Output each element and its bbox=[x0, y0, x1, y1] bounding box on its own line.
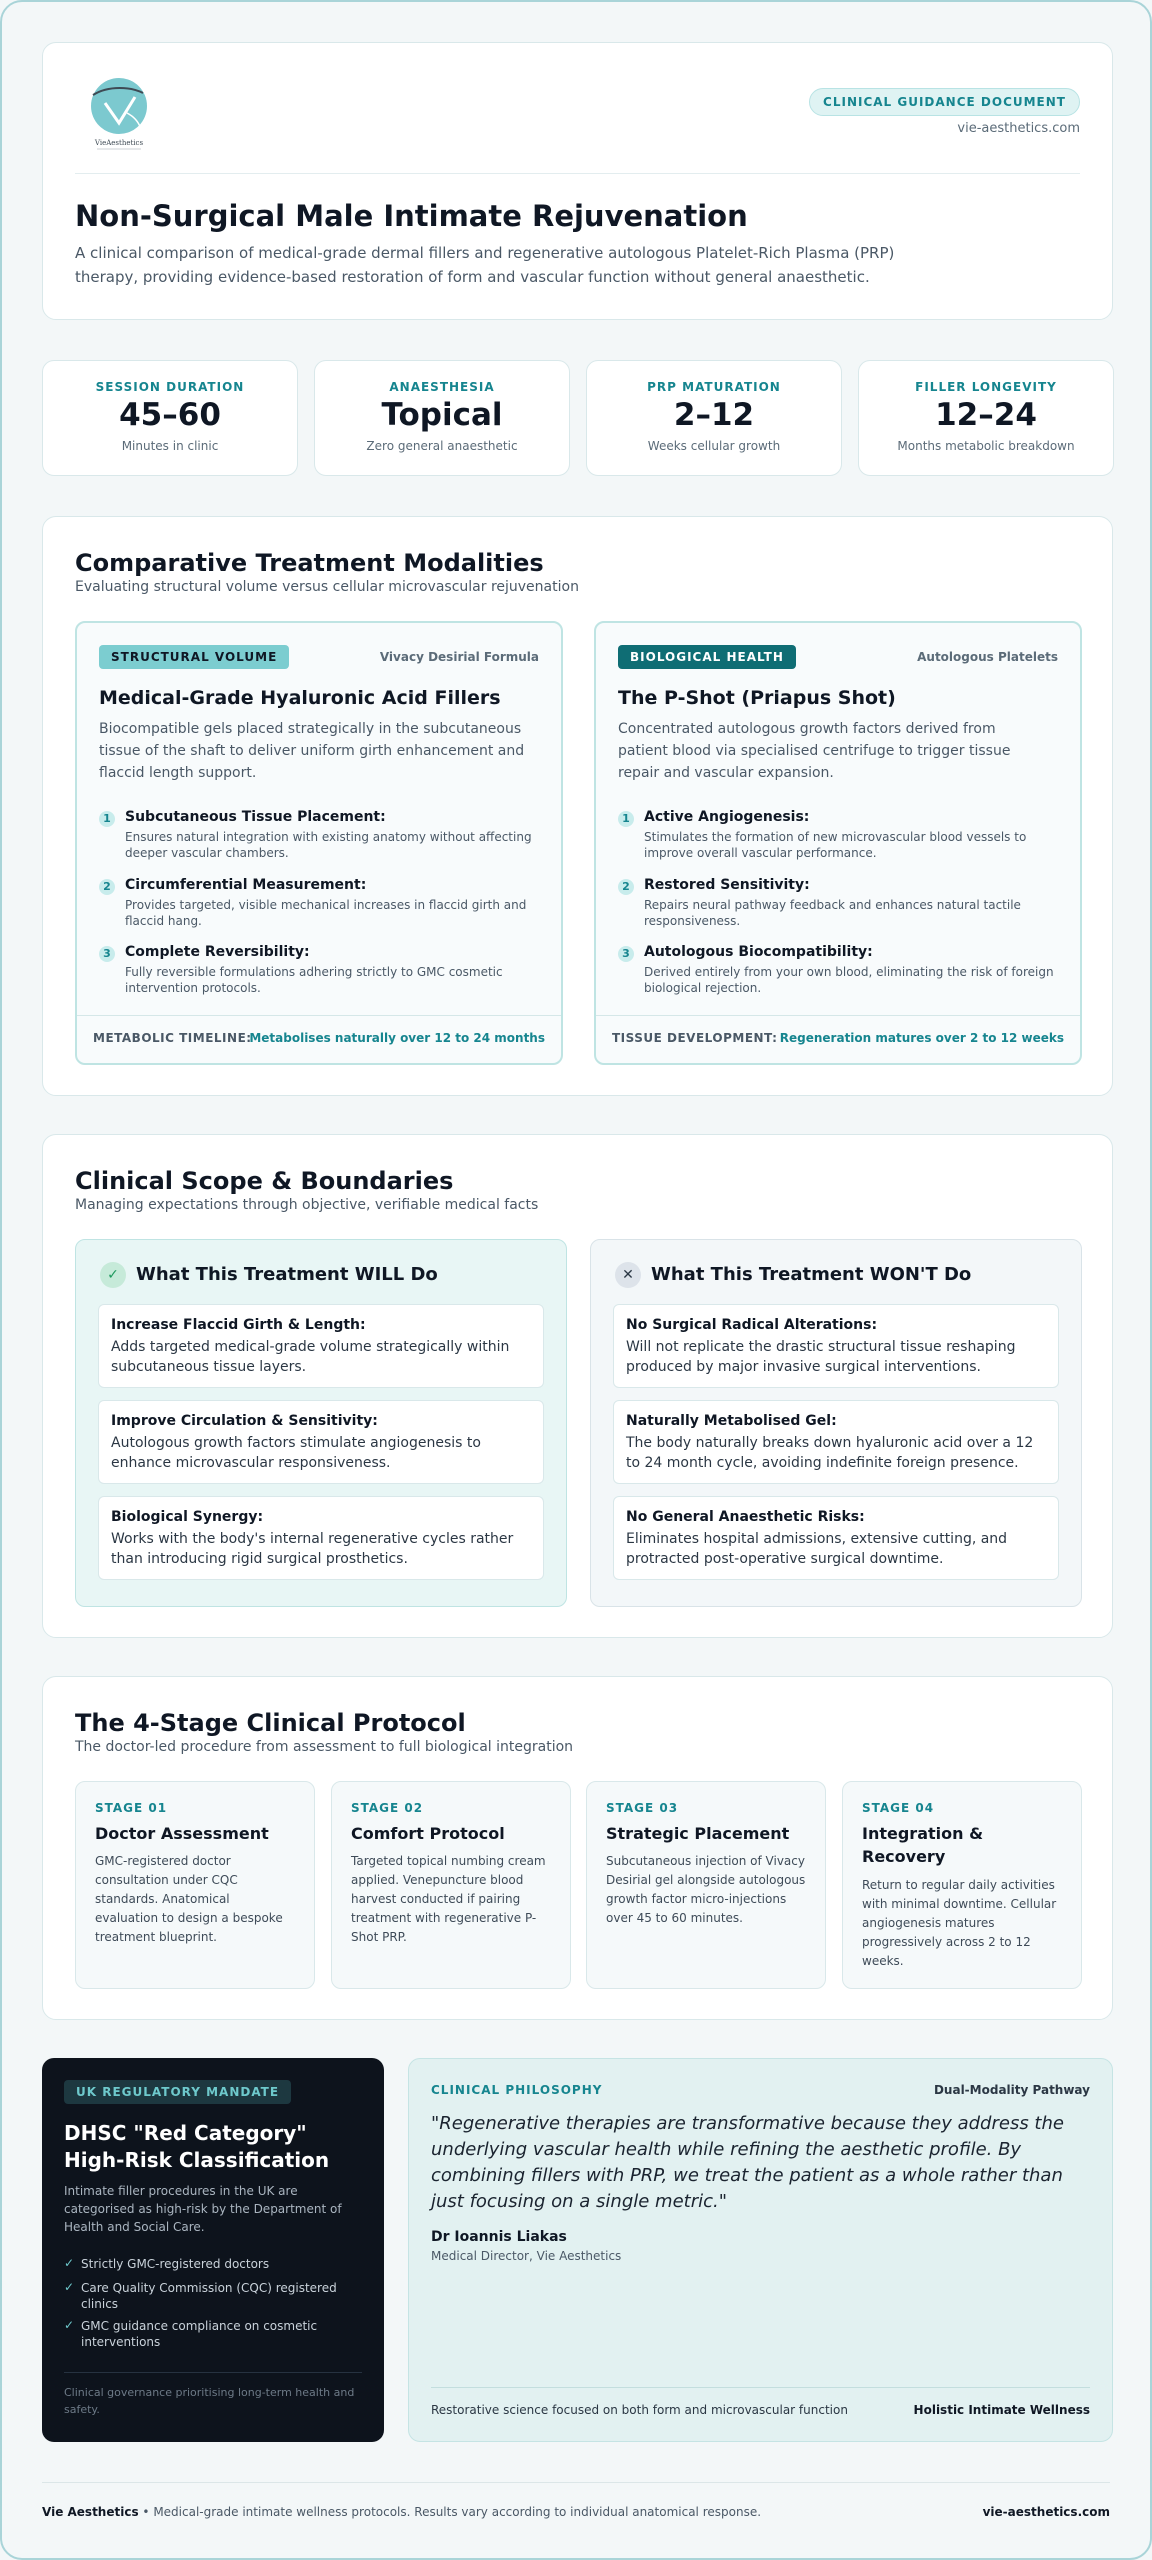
item-title: Complete Reversibility: bbox=[125, 944, 310, 960]
stage-title: Strategic Placement bbox=[606, 1824, 790, 1843]
scope-will-heading: What This Treatment WILL Do bbox=[136, 1264, 438, 1285]
header-divider bbox=[75, 173, 1080, 174]
scope-item-desc: Adds targeted medical-grade volume strategically within subcutaneous tissue layers. bbox=[111, 1339, 510, 1375]
stage-desc: Targeted topical numbing cream applied. Venepuncture blood harvest conducted if pairing treatment with regenerative P-Shot PRP. bbox=[351, 1854, 546, 1944]
stage-card bbox=[75, 1781, 315, 1989]
item-desc: Repairs neural pathway feedback and enhances natural tactile responsiveness. bbox=[644, 898, 1021, 928]
scope-item-title: Biological Synergy: bbox=[111, 1509, 264, 1525]
modality-tag: STRUCTURAL VOLUME bbox=[99, 645, 289, 669]
protocol-section bbox=[42, 1676, 1113, 2020]
stage-title: Comfort Protocol bbox=[351, 1824, 505, 1843]
header-card bbox=[42, 42, 1113, 320]
stage-desc: Return to regular daily activities with minimal downtime. Cellular angiogenesis matures progressively across 2 to 12 weeks. bbox=[862, 1878, 1057, 1968]
modality-footer bbox=[596, 1015, 1080, 1063]
modalities-subtitle: Evaluating structural volume versus cellular microvascular rejuvenation bbox=[75, 579, 579, 595]
philosophy-pathway: Dual-Modality Pathway bbox=[933, 2083, 1090, 2097]
regulatory-item-text: Care Quality Commission (CQC) registered clinics bbox=[81, 2281, 337, 2311]
item-title: Autologous Biocompatibility: bbox=[644, 944, 873, 960]
scope-section bbox=[42, 1134, 1113, 1638]
stage-card bbox=[586, 1781, 826, 1989]
item-desc: Ensures natural integration with existing anatomy without affecting deeper vascular chambers. bbox=[125, 830, 532, 860]
item-number: 2 bbox=[99, 879, 115, 895]
footer-label: TISSUE DEVELOPMENT: bbox=[612, 1031, 778, 1045]
regulatory-item-text: Strictly GMC-registered doctors bbox=[81, 2257, 270, 2271]
check-icon: ✓ bbox=[64, 2318, 75, 2332]
scope-item bbox=[613, 1400, 1059, 1484]
check-icon: ✓ bbox=[100, 1262, 126, 1288]
stat-session-duration bbox=[42, 360, 298, 476]
scope-item-title: Naturally Metabolised Gel: bbox=[626, 1413, 837, 1429]
item-title: Circumferential Measurement: bbox=[125, 877, 367, 893]
stat-value: Topical bbox=[381, 397, 503, 433]
regulatory-title: DHSC "Red Category" High-Risk Classification bbox=[64, 2121, 330, 2172]
stage-desc: GMC-registered doctor consultation under CQC standards. Anatomical evaluation to design a bespoke treatment blueprint. bbox=[95, 1854, 283, 1944]
scope-item-desc: Works with the body's internal regenerative cycles rather than introducing rigid surgical prosthetics. bbox=[111, 1531, 514, 1567]
stat-value: 12–24 bbox=[935, 397, 1037, 433]
footer-value: Regeneration matures over 2 to 12 weeks bbox=[779, 1031, 1064, 1045]
protocol-title: The 4-Stage Clinical Protocol bbox=[75, 1709, 466, 1737]
scope-item-desc: Eliminates hospital admissions, extensive cutting, and protracted post-operative surgical downtime. bbox=[626, 1531, 1008, 1567]
philosophy-panel bbox=[408, 2058, 1113, 2442]
item-desc: Fully reversible formulations adhering strictly to GMC cosmetic intervention protocols. bbox=[125, 965, 503, 995]
logo-icon bbox=[79, 73, 159, 153]
stat-value: 45–60 bbox=[119, 397, 221, 433]
modality-brand: Vivacy Desirial Formula bbox=[379, 650, 539, 664]
stat-label: PRP MATURATION bbox=[647, 380, 781, 394]
scope-will-column bbox=[75, 1239, 567, 1607]
stage-card bbox=[331, 1781, 571, 1989]
check-icon: ✓ bbox=[64, 2280, 75, 2294]
stage-title: Integration & Recovery bbox=[862, 1824, 984, 1866]
modality-title: Medical-Grade Hyaluronic Acid Fillers bbox=[99, 687, 501, 709]
stat-label: SESSION DURATION bbox=[95, 380, 245, 394]
item-desc: Provides targeted, visible mechanical increases in flaccid girth and flaccid hang. bbox=[125, 898, 527, 928]
scope-item-title: No General Anaesthetic Risks: bbox=[626, 1509, 865, 1525]
philosophy-footer-left: Restorative science focused on both form and microvascular function bbox=[431, 2403, 848, 2417]
stat-sub: Months metabolic breakdown bbox=[897, 439, 1075, 453]
philosophy-divider bbox=[431, 2387, 1090, 2388]
scope-item-title: Increase Flaccid Girth & Length: bbox=[111, 1317, 366, 1333]
stage-number: STAGE 03 bbox=[606, 1801, 679, 1815]
item-number: 3 bbox=[99, 946, 115, 962]
footer-text: • Medical-grade intimate wellness protocols. Results vary according to individual anatomical response. bbox=[138, 2505, 762, 2519]
philosophy-quote: "Regenerative therapies are transformative because they address the underlying vascular health while refining the aesthetic profile. By combining fillers with PRP, we treat the patient as a whole rather than just focusing on a single metric." bbox=[431, 2113, 1064, 2212]
item-number: 1 bbox=[99, 811, 115, 827]
stage-title: Doctor Assessment bbox=[95, 1824, 269, 1843]
scope-wont-heading: What This Treatment WON'T Do bbox=[651, 1264, 972, 1285]
check-icon: ✓ bbox=[64, 2256, 75, 2270]
item-number: 3 bbox=[618, 946, 634, 962]
stage-number: STAGE 01 bbox=[95, 1801, 168, 1815]
regulatory-item-text: GMC guidance compliance on cosmetic interventions bbox=[81, 2319, 318, 2349]
modality-title: The P-Shot (Priapus Shot) bbox=[618, 687, 896, 709]
scope-wont-column bbox=[590, 1239, 1082, 1607]
scope-item-desc: Autologous growth factors stimulate angiogenesis to enhance microvascular responsiveness. bbox=[111, 1435, 481, 1471]
stat-anaesthesia bbox=[314, 360, 570, 476]
stat-sub: Zero general anaesthetic bbox=[366, 439, 518, 453]
modality-card-fillers bbox=[75, 621, 563, 1065]
scope-item-title: Improve Circulation & Sensitivity: bbox=[111, 1413, 378, 1429]
header-website[interactable]: vie-aesthetics.com bbox=[957, 121, 1080, 136]
protocol-subtitle: The doctor-led procedure from assessment to full biological integration bbox=[75, 1739, 574, 1755]
modality-card-pshot bbox=[594, 621, 1082, 1065]
philosophy-tag: CLINICAL PHILOSOPHY bbox=[431, 2083, 603, 2097]
item-desc: Derived entirely from your own blood, eliminating the risk of foreign biological rejection. bbox=[644, 965, 1054, 995]
stage-number: STAGE 04 bbox=[862, 1801, 935, 1815]
stat-prp-maturation bbox=[586, 360, 842, 476]
scope-item-desc: The body naturally breaks down hyaluronic acid over a 12 to 24 month cycle, avoiding indefinite foreign presence. bbox=[626, 1435, 1034, 1471]
regulatory-tag: UK REGULATORY MANDATE bbox=[64, 2080, 291, 2104]
footer-label: METABOLIC TIMELINE: bbox=[93, 1031, 252, 1045]
modalities-title: Comparative Treatment Modalities bbox=[75, 549, 544, 577]
stage-number: STAGE 02 bbox=[351, 1801, 424, 1815]
page-lead: A clinical comparison of medical-grade dermal fillers and regenerative autologous Platelet-Rich Plasma (PRP) therapy, providing evidence-based restoration of form and vascular function without general anaesthetic. bbox=[75, 244, 895, 286]
item-title: Restored Sensitivity: bbox=[644, 877, 810, 893]
modality-desc: Biocompatible gels placed strategically in the subcutaneous tissue of the shaft to deliver uniform girth enhancement and flaccid length support. bbox=[99, 721, 525, 781]
modalities-section bbox=[42, 516, 1113, 1096]
modality-desc: Concentrated autologous growth factors derived from patient blood via specialised centrifuge to trigger tissue repair and vascular expansion. bbox=[618, 721, 1011, 781]
stage-card bbox=[842, 1781, 1082, 1989]
modality-tag: BIOLOGICAL HEALTH bbox=[618, 645, 796, 669]
quote-author-name: Dr Ioannis Liakas bbox=[431, 2229, 567, 2245]
item-number: 1 bbox=[618, 811, 634, 827]
regulatory-panel bbox=[42, 2058, 384, 2442]
footer-brand: Vie Aesthetics bbox=[42, 2505, 139, 2519]
scope-title: Clinical Scope & Boundaries bbox=[75, 1167, 454, 1195]
scope-subtitle: Managing expectations through objective, verifiable medical facts bbox=[75, 1197, 539, 1213]
item-number: 2 bbox=[618, 879, 634, 895]
stat-label: ANAESTHESIA bbox=[389, 380, 495, 394]
scope-item bbox=[613, 1496, 1059, 1580]
regulatory-desc: Intimate filler procedures in the UK are categorised as high-risk by the Department of Health and Social Care. bbox=[64, 2184, 342, 2234]
footer-value: Metabolises naturally over 12 to 24 months bbox=[249, 1031, 545, 1045]
stage-desc: Subcutaneous injection of Vivacy Desirial gel alongside autologous growth factor micro-injections over 45 to 60 minutes. bbox=[606, 1854, 806, 1925]
scope-item bbox=[98, 1400, 544, 1484]
cross-icon: ✕ bbox=[615, 1262, 641, 1288]
regulatory-divider bbox=[64, 2372, 362, 2373]
stat-value: 2–12 bbox=[673, 397, 755, 433]
scope-item-title: No Surgical Radical Alterations: bbox=[626, 1317, 878, 1333]
quote-author-role: Medical Director, Vie Aesthetics bbox=[431, 2249, 622, 2263]
document-type-badge: CLINICAL GUIDANCE DOCUMENT bbox=[809, 88, 1080, 116]
scope-item bbox=[613, 1304, 1059, 1388]
scope-item bbox=[98, 1496, 544, 1580]
scope-item bbox=[98, 1304, 544, 1388]
item-title: Active Angiogenesis: bbox=[644, 809, 810, 825]
page-title: Non-Surgical Male Intimate Rejuvenation bbox=[75, 199, 748, 233]
stat-sub: Weeks cellular growth bbox=[647, 439, 781, 453]
footer-disclaimer bbox=[42, 2505, 761, 2519]
footer-website[interactable]: vie-aesthetics.com bbox=[982, 2505, 1110, 2519]
item-desc: Stimulates the formation of new microvascular blood vessels to improve overall vascular performance. bbox=[644, 830, 1027, 860]
regulatory-footnote: Clinical governance prioritising long-term health and safety. bbox=[64, 2386, 355, 2416]
modality-brand: Autologous Platelets bbox=[917, 650, 1058, 664]
stat-filler-longevity bbox=[858, 360, 1114, 476]
modality-footer bbox=[77, 1015, 561, 1063]
item-title: Subcutaneous Tissue Placement: bbox=[125, 809, 386, 825]
stat-sub: Minutes in clinic bbox=[121, 439, 219, 453]
scope-item-desc: Will not replicate the drastic structural tissue reshaping produced by major invasive surgical interventions. bbox=[626, 1339, 1016, 1375]
logo-text: VieAesthetics bbox=[94, 139, 144, 147]
stat-label: FILLER LONGEVITY bbox=[915, 380, 1057, 394]
philosophy-footer-right: Holistic Intimate Wellness bbox=[913, 2403, 1090, 2417]
footer-divider bbox=[42, 2482, 1110, 2483]
